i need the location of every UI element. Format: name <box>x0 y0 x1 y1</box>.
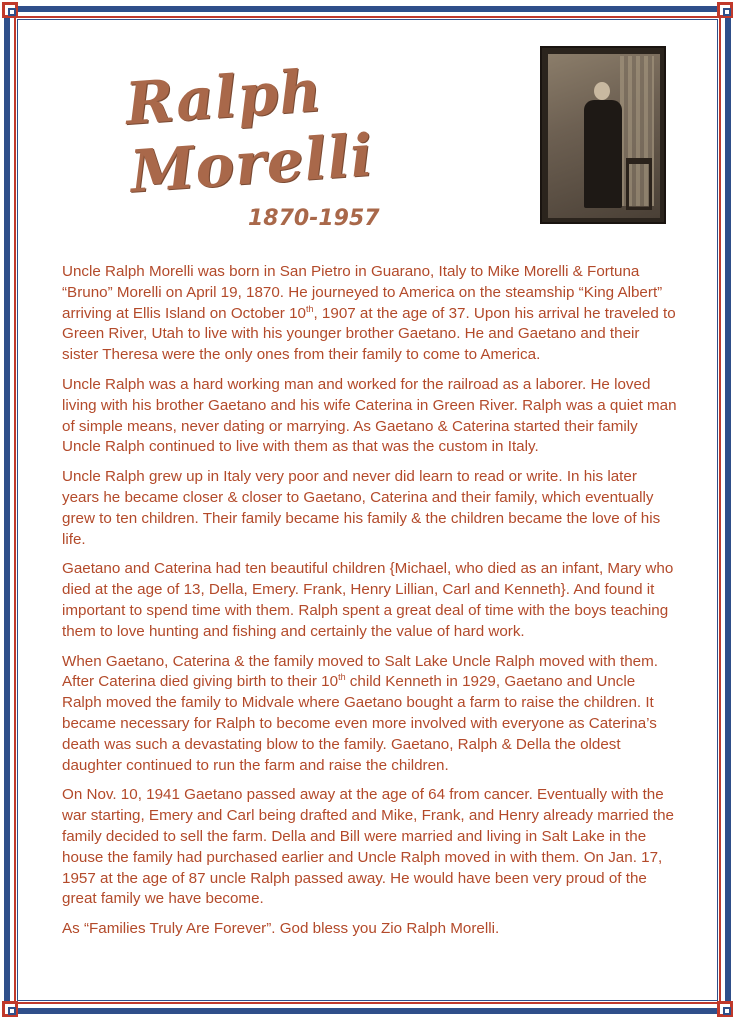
photo-figure <box>584 100 622 208</box>
corner-ornament-top-left <box>2 2 18 18</box>
photo-chair <box>626 158 652 210</box>
page-title: Ralph Morelli <box>123 56 376 206</box>
paragraph-4: Gaetano and Caterina had ten beautiful children {Michael, who died as an infant, Mary who died at the age of 13, Della, Emery. Frank, Henry Lillian, Carl and Kenneth}. And found it important to spend time with them. Ralph spent a great deal of time with the boys teaching them to love hunting and fishing and certainly the value of hard work. <box>62 560 674 640</box>
paragraph-6: On Nov. 10, 1941 Gaetano passed away at the age of 64 from cancer. Eventually with the war starting, Emery and Carl being drafted and Mike, Frank, and Henry already married the family decided to sell the farm. Della and Bill were married and living in Salt Lake in the house the family had purchased earlier and Uncle Ralph moved in with them. On Jan. 17, 1957 at the age of 87 uncle Ralph passed away. He would have been very proud of the great family we have become. <box>62 786 675 908</box>
corner-ornament-top-right <box>717 2 733 18</box>
paragraph-3: Uncle Ralph grew up in Italy very poor and never did learn to read or write. In his later years he became closer & closer to Gaetano, Caterina and their family, which eventually grew to ten children. Their family became his family & the children became the love of his life. <box>62 468 661 548</box>
corner-ornament-bottom-left <box>2 1001 18 1017</box>
paragraph-7: As “Families Truly Are Forever”. God bless you Zio Ralph Morelli. <box>62 920 500 938</box>
paragraph-2: Uncle Ralph was a hard working man and worked for the railroad as a laborer. He loved living with his brother Gaetano and his wife Caterina in Green River. Ralph was a quiet man of simple means, never dating or marrying. As Gaetano & Caterina started their family Uncle Ralph continued to live with them as that was the custom in Italy. <box>62 375 677 456</box>
photo-figure-head <box>594 82 610 100</box>
corner-ornament-bottom-right <box>717 1001 733 1017</box>
paragraph-1: Uncle Ralph Morelli was born in San Pietro in Guarano, Italy to Mike Morelli & Fortuna “Bruno” Morelli on April 19, 1870. He journeyed to America on the steamship “King Albert” arriving at Ellis Island on October 10th, 1907 at the age of 37. Upon his arrival he traveled to Green River, Utah to live with his younger brother Gaetano. He and Gaetano and their sister Theresa were the only ones from their family to come to America. <box>62 263 676 364</box>
paragraph-5: When Gaetano, Caterina & the family moved to Salt Lake Uncle Ralph moved with them. After Caterina died giving birth to their 10th child Kenneth in 1929, Gaetano and Uncle Ralph moved the family to Midvale where Gaetano bought a farm to raise the children. It became necessary for Ralph to become even more involved with everyone as Caterina’s death was such a devastating blow to the family. Gaetano, Ralph & Della the oldest daughter continued to run the farm and raise the children. <box>62 652 658 774</box>
life-dates: 1870-1957 <box>248 206 380 231</box>
portrait-photo <box>540 46 666 224</box>
biography-text <box>62 262 678 949</box>
